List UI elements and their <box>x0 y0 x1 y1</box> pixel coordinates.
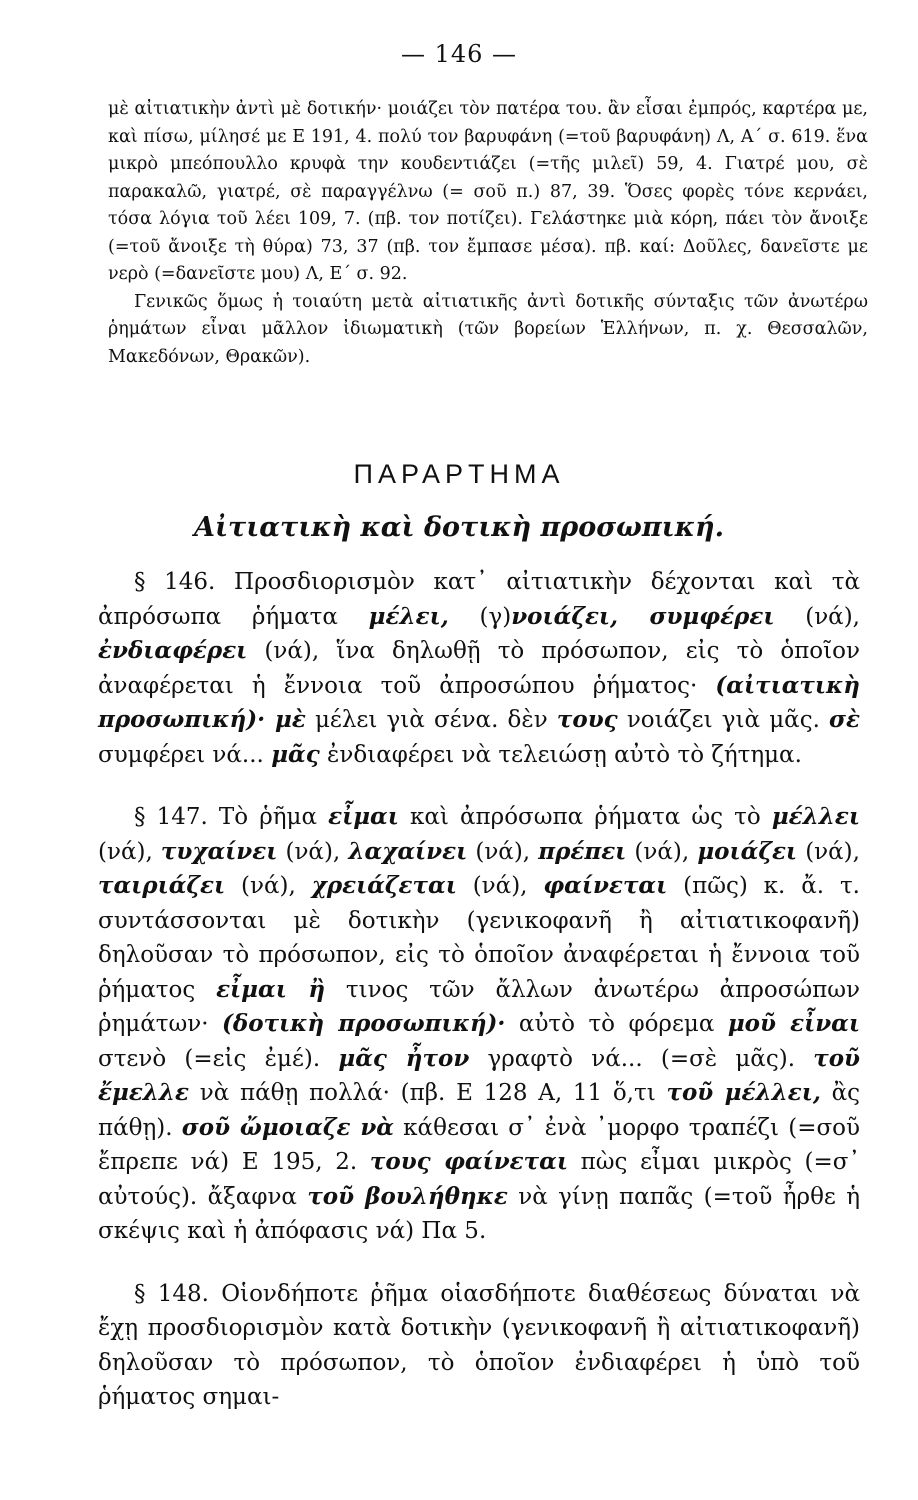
emphasis: φαίνεται <box>543 872 668 899</box>
page-number: — 146 — <box>400 40 518 68</box>
text-run: (γ) <box>448 603 512 630</box>
preface-paragraph-2: Γενικῶς ὅμως ἡ τοιαύτη μετὰ αἰτιατικῆς ἀντὶ δοτικῆς σύνταξις τῶν ἀνωτέρω ῥημάτων εἶναι μᾶλλον ἰδιωματικὴ (τῶν βορείων Ἑλλήνων, π. χ. Θεσσαλῶν, Μακεδόνων, Θρακῶν). <box>108 291 868 367</box>
emphasis: ἐνδιαφέρει <box>98 637 248 664</box>
emphasis: εἶμαι <box>328 803 399 830</box>
text-run: (νά), <box>277 838 349 865</box>
emphasis: τοῦ μέλλει, <box>666 1079 821 1106</box>
text-run: (νά), <box>774 603 860 630</box>
emphasis: τοῦ βουλήθηκε <box>307 1182 508 1210</box>
text-run: § 148. Οἱονδήποτε ῥῆμα οἱασδήποτε διαθέσεως δύναται νὰ ἔχῃ προσδιορισμὸν κατὰ δοτικὴν (γενικοφανῆ ἢ αἰτιατικοφανῆ) δηλοῦσαν τὸ πρόσωπον, τὸ ὁποῖον ἐνδιαφέρει ἡ ὑπὸ τοῦ ῥήματος σημαι- <box>98 1280 860 1410</box>
emphasis: χρειάζεται <box>311 872 457 899</box>
appendix-subtitle: Αἰτιατικὴ καὶ δοτικὴ προσωπική. <box>194 512 724 543</box>
text-run: καὶ ἀπρόσωπα ῥήματα ὡς τὸ <box>398 804 772 830</box>
section-146 <box>98 565 860 772</box>
text-run: (νά), ἵνα δηλωθῇ τὸ πρόσωπον, εἰς τὸ ὁποῖον ἀναφέρεται ἡ ἔννοια τοῦ ἀπροσώπου ῥήματος· <box>98 638 860 699</box>
text-run: (νά), <box>467 838 539 865</box>
emphasis: σοῦ ὤμοιαζε νὰ <box>181 1113 394 1141</box>
emphasis: μέλει, <box>368 602 449 630</box>
main-text <box>98 565 860 1415</box>
emphasis: μοιάζει <box>697 837 798 865</box>
emphasis: νοιάζει, συμφέρει <box>511 602 775 630</box>
text-run: γραφτὸ νά... (=σὲ μᾶς). <box>469 1045 814 1072</box>
text-run: (νά), <box>456 873 544 899</box>
text-run: (νά), <box>797 838 860 865</box>
emphasis: (αἰτιατικὴ προσωπική)· μὲ <box>98 671 860 733</box>
text-run: νοιάζει γιὰ μᾶς. <box>617 707 830 733</box>
emphasis: μοῦ εἶναι <box>727 1010 860 1037</box>
emphasis: πρέπει <box>538 837 627 865</box>
emphasis: μᾶς ἦτον <box>338 1044 470 1072</box>
text-run: αὐτὸ τὸ φόρεμα <box>505 1011 728 1037</box>
appendix-title: ΠΑΡΑΡΤΗΜΑ <box>353 459 565 489</box>
emphasis: τυχαίνει <box>160 837 278 865</box>
text-run: νὰ πάθῃ πολλά· (πβ. Ε 128 Α, 11 ὅ,τι <box>189 1080 667 1106</box>
emphasis: εἶμαι ἢ <box>216 975 326 1003</box>
emphasis: μᾶς <box>271 740 320 768</box>
preface-paragraph-1: μὲ αἰτιατικὴν ἀντὶ μὲ δοτικήν· μοιάζει τὸν πατέρα του. ἂν εἶσαι ἐμπρός, καρτέρα με, καὶ πίσω, μίλησέ με Ε 191, 4. πολύ τον βαρυφάνη (=τοῦ βαρυφάνη) Λ, Α΄ σ. 619. ἕνα μικρὸ μπεόπουλλο κρυφὰ την κουδεντιάζει (=τῆς μιλεῖ) 59, 4. Γιατρέ μου, σὲ παρακαλῶ, γιατρέ, σὲ παραγγέλνω (= σοῦ π.) 87, 39. Ὅσες φορὲς τόνε κερνάει, τόσα λόγια τοῦ λέει 109, 7. (πβ. τον ποτίζει). Γελάστηκε μιὰ κόρη, πάει τὸν ἄνοιξε (=τοῦ ἄνοιξε τὴ θύρα) 73, 37 (πβ. τον ἔμπασε μέσα). πβ. καί: Δοῦλες, δανεῖστε με νερὸ (=δανεῖστε μου) Λ, Ε΄ σ. 92. <box>108 99 868 284</box>
text-run: στενὸ (=εἰς ἐμέ). <box>98 1045 339 1072</box>
text-run: (νά), <box>626 838 698 865</box>
preface-block <box>108 96 868 371</box>
text-run: ἂς πάθῃ). <box>98 1080 860 1141</box>
section-148 <box>98 1277 860 1415</box>
text-run: (νά), <box>98 838 161 865</box>
emphasis: τους φαίνεται <box>369 1148 568 1175</box>
text-run: τινος τῶν ἄλλων ἀνωτέρω ἀπροσώπων ῥημάτων· <box>98 976 861 1037</box>
emphasis: ταιριάζει <box>98 872 226 899</box>
emphasis: (δοτικὴ προσωπική)· <box>222 1010 506 1037</box>
text-run: (πῶς) κ. ἄ. τ. συντάσσονται μὲ δοτικὴν (γενικοφανῆ ἢ αἰτιατικοφανῆ) δηλοῦσαν τὸ πρόσωπον, εἰς τὸ ὁποῖον ἀναφέρεται ἡ ἔννοια τοῦ ῥήματος <box>98 873 860 1003</box>
emphasis: λαχαίνει <box>348 837 468 865</box>
text-run: § 147. Τὸ ῥῆμα <box>134 804 329 830</box>
text-run: μέλει γιὰ σένα. δὲν <box>305 707 557 733</box>
section-147 <box>98 800 860 1249</box>
emphasis: σὲ <box>829 706 860 733</box>
text-run: πὼς εἶμαι μικρὸς (=σ᾽ αὐτούς). ἄξαφνα <box>98 1149 861 1210</box>
emphasis: τοῦ ἔμελλε <box>98 1044 860 1106</box>
text-run: ἐνδιαφέρει νὰ τελειώσῃ αὐτὸ τὸ ζήτημα. <box>319 741 802 768</box>
text-run: κάθεσαι σ᾽ ἐνὰ ᾽μορφο τραπέζι (=σοῦ ἔπρεπε νά) Ε 195, 2. <box>98 1114 860 1175</box>
text-run: συμφέρει νά... <box>98 741 272 768</box>
emphasis: μέλλει <box>771 803 860 830</box>
text-run: § 146. Προσδιορισμὸν κατ᾽ αἰτιατικὴν δέχονται καὶ τὰ ἀπρόσωπα ῥήματα <box>98 569 860 630</box>
emphasis: τους <box>556 706 618 733</box>
text-run: (νά), <box>225 873 312 899</box>
text-run: νὰ γίνῃ παπᾶς (=τοῦ ἦρθε ἡ σκέψις καὶ ἡ ἀπόφασις νά) Πα 5. <box>98 1183 860 1244</box>
